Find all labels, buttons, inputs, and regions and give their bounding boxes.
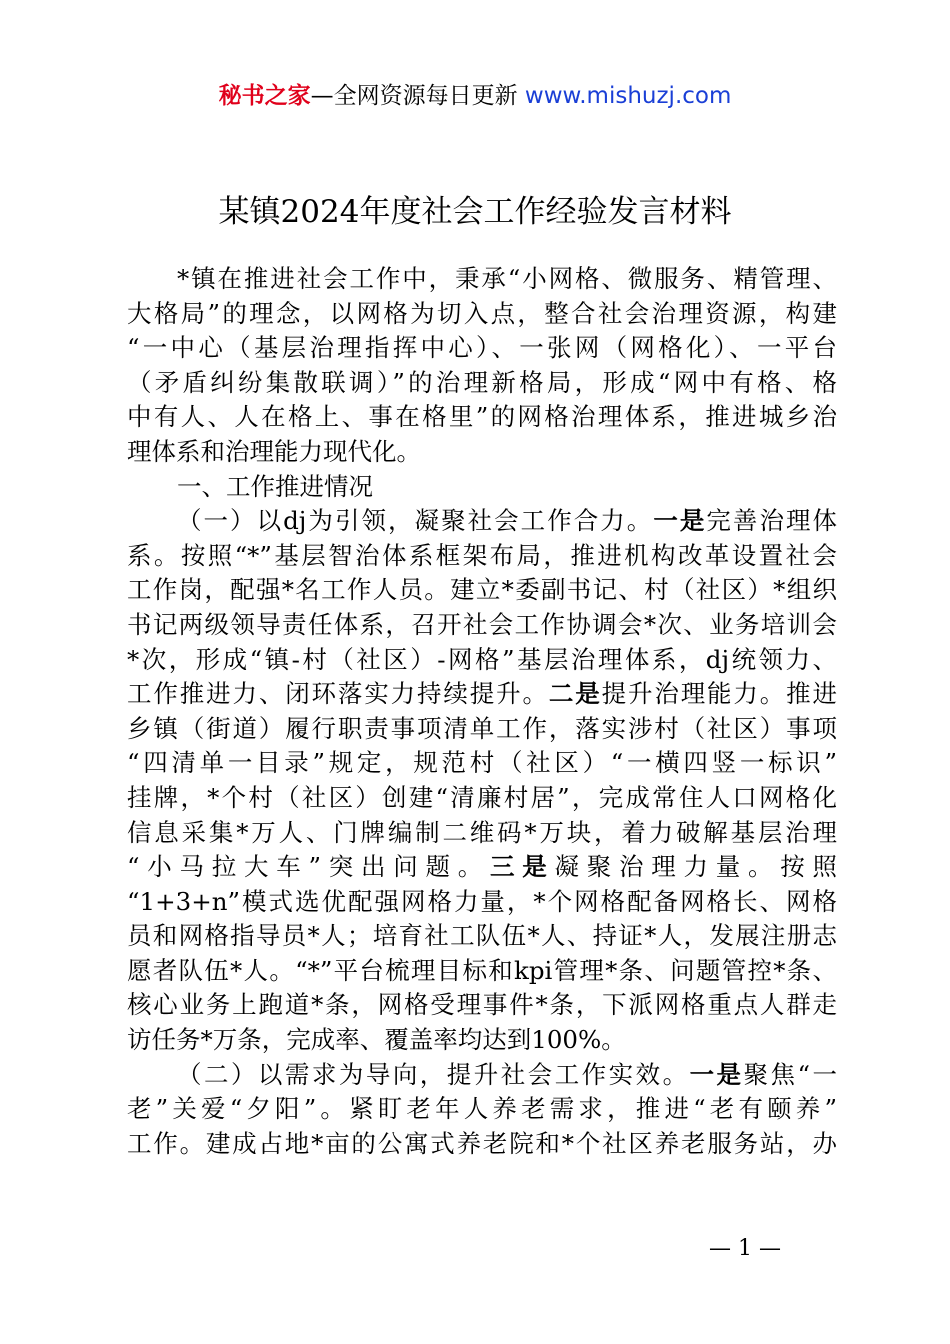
text-line: 愿者队伍*人。“*”平台梳理目标和kpi管理*条、问题管控*条、: [127, 955, 837, 985]
site-url-link[interactable]: www.mishuzj.com: [524, 83, 732, 109]
text-span: 提升治理能力。推进: [601, 679, 838, 709]
text-span: 聚焦“一: [743, 1059, 838, 1089]
text-line: [127, 504, 837, 539]
text-line: 员和网格指导员*人；培育社工队伍*人、持证*人，发展注册志: [127, 921, 837, 951]
text-line: 信息采集*万人、门牌编制二维码*万块，着力破解基层治理: [127, 817, 837, 847]
text-line: 系。按照“*”基层智治体系框架布局，推进机构改革设置社会: [127, 540, 837, 570]
text-span: 凝聚治理力量。按照: [554, 852, 837, 882]
paragraph-intro: [127, 262, 837, 470]
text-line: 老”关爱“夕阳”。紧盯老年人养老需求，推进“老有颐养”: [127, 1094, 837, 1124]
text-line: “一中心（基层治理指挥中心）、一张网（网格化）、一平台: [127, 333, 837, 363]
text-line: 挂牌，*个村（社区）创建“清廉村居”，完成常住人口网格化: [127, 782, 837, 812]
text-line: （矛盾纠纷集散联调）”的治理新格局，形成“网中有格、格: [127, 367, 837, 397]
text-line: [127, 1058, 837, 1093]
text-line: *次，形成“镇-村（社区）-网格”基层治理体系，dj统领力、: [127, 644, 837, 674]
text-span: （一）以dj为引领，凝聚社会工作合力。: [177, 506, 654, 536]
site-brand: 秘书之家: [218, 83, 311, 109]
bold-marker: 二是: [548, 679, 602, 709]
section-heading: [127, 470, 837, 505]
text-line: 核心业务上跑道*条，网格受理事件*条，下派网格重点人群走: [127, 990, 837, 1020]
site-slogan: —全网资源每日更新: [310, 83, 525, 109]
document-body: [127, 262, 837, 1161]
text-line: 访任务*万条，完成率、覆盖率均达到100%。: [127, 1025, 626, 1055]
text-line: 工作。建成占地*亩的公寓式养老院和*个社区养老服务站，办: [127, 1128, 837, 1158]
text-line: “1+3+n”模式选优配强网格力量，*个网格配备网格长、网格: [127, 886, 837, 916]
document-title: 某镇2024年度社会工作经验发言材料: [218, 194, 732, 230]
text-span: 工作推进力、闭环落实力持续提升。: [127, 679, 549, 709]
text-span: “小马拉大车”突出问题。: [127, 852, 491, 882]
paragraph-section-2: [127, 1058, 837, 1162]
text-span: （二）以需求为导向，提升社会工作实效。: [177, 1059, 690, 1089]
text-line: [127, 850, 837, 885]
text-line: 理体系和治理能力现代化。: [127, 436, 421, 466]
text-line: 大格局”的理念，以网格为切入点，整合社会治理资源，构建: [127, 298, 837, 328]
text-line: 乡镇（街道）履行职责事项清单工作，落实涉村（社区）事项: [127, 713, 837, 743]
paragraph-section-1: [127, 504, 837, 1058]
bold-marker: 一是: [653, 506, 707, 536]
heading-line: 一、工作推进情况: [177, 471, 373, 501]
site-header: [0, 80, 950, 112]
text-span: 完善治理体: [706, 506, 838, 536]
bold-marker: 一是: [689, 1059, 744, 1089]
page-number: — 1 —: [709, 1236, 781, 1261]
text-line: 中有人、人在格上、事在格里”的网格治理体系，推进城乡治: [127, 402, 837, 432]
bold-marker: 三是: [490, 852, 555, 882]
text-line: *镇在推进社会工作中，秉承“小网格、微服务、精管理、: [177, 264, 837, 293]
text-line: [127, 677, 837, 712]
text-line: “四清单一目录”规定，规范村（社区）“一横四竖一标识”: [127, 748, 837, 778]
text-line: 工作岗，配强*名工作人员。建立*委副书记、村（社区）*组织: [127, 575, 837, 605]
text-line: 书记两级领导责任体系，召开社会工作协调会*次、业务培训会: [127, 609, 837, 639]
